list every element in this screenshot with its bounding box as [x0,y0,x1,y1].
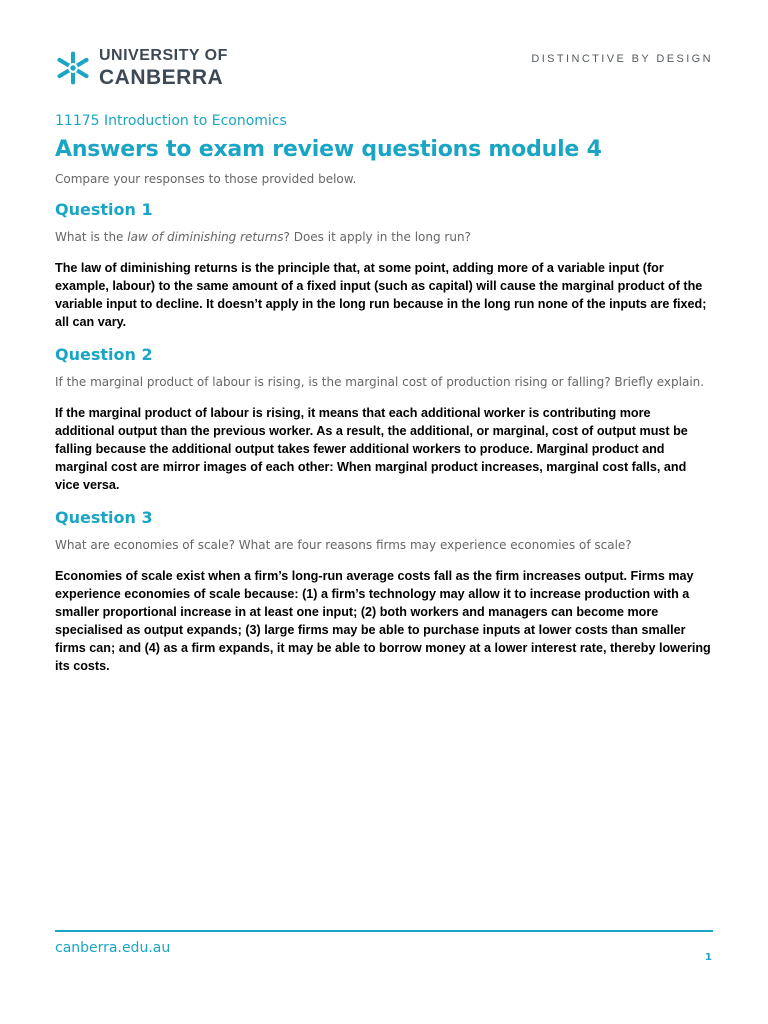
question-2-heading: Question 2 [55,345,153,364]
page-header [55,48,713,92]
university-logo-icon [55,50,91,86]
tagline: DISTINCTIVE BY DESIGN [531,53,713,65]
logo-line-2: CANBERRA [99,66,224,89]
question-1-text-end: ? Does it apply in the long run? [283,230,471,244]
intro-text: Compare your responses to those provided below. [55,172,357,186]
question-1-heading: Question 1 [55,200,153,219]
document-body [55,113,713,689]
question-3-text: What are economies of scale? What are four reasons firms may experience economies of scale? [55,538,632,552]
page-number: 1 [705,952,712,963]
question-1-text-start: What is the [55,230,128,244]
question-3-heading: Question 3 [55,508,153,527]
logo-line-1: UNIVERSITY OF [99,47,228,64]
university-logo [55,48,228,88]
course-name: 11175 Introduction to Economics [55,113,287,129]
footer-website-link[interactable]: canberra.edu.au [55,940,171,956]
question-1-answer: The law of diminishing returns is the principle that, at some point, adding more of a variable input (for example, labour) to the same amount of a fixed input (such as capital) will cause the marginal product of the variable input to decline. It doesn’t apply in the long run because in the long run none of the inputs are fixed; all can vary. [55,261,707,329]
question-1-emphasis: law of diminishing returns [127,230,284,244]
question-2-text: If the marginal product of labour is rising, is the marginal cost of production rising or falling? Briefly explain. [55,375,705,389]
question-3-answer: Economies of scale exist when a firm’s long-run average costs fall as the firm increases output. Firms may experience economies of scale because: (1) a firm’s technology may allow it to increase production with a smaller proportional increase in at least one input; (2) both workers and managers can become more specialised as output expands; (3) large firms may be able to purchase inputs at lower costs than smaller firms can; and (4) as a firm expands, it may be able to borrow money at a lower interest rate, thereby lowering its costs. [55,569,711,673]
page-title: Answers to exam review questions module 4 [55,137,602,162]
question-2-answer: If the marginal product of labour is rising, it means that each additional worker is contributing more additional output than the previous worker. As a result, the additional, or marginal, cost of output must be falling because the additional output takes fewer additional workers to produce. Marginal product and marginal cost are mirror images of each other: When marginal product increases, marginal cost falls, and vice versa. [55,406,688,492]
footer-divider [55,930,713,932]
question-1-text [55,228,713,247]
